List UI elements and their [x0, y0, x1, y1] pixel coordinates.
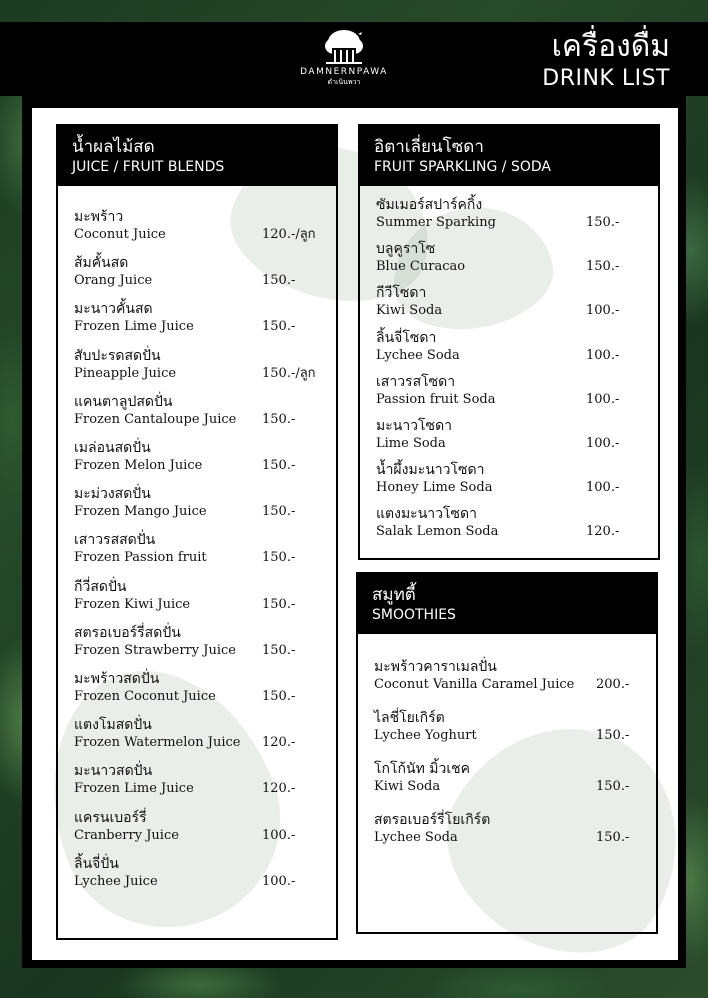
juice-section — [56, 124, 338, 940]
menu-item — [74, 347, 328, 389]
item-name: Frozen Lime Juice — [74, 319, 194, 335]
menu-item — [74, 485, 328, 527]
tree-house-icon — [322, 28, 366, 66]
item-name: Cranberry Juice — [74, 827, 179, 843]
item-name-thai: กีวีโซดา — [376, 285, 427, 302]
item-price: 150.-/ลูก — [262, 365, 316, 381]
brand-logo — [296, 28, 392, 92]
item-name: Honey Lime Soda — [376, 480, 493, 496]
item-name: Frozen Lime Juice — [74, 781, 194, 797]
item-name: Coconut Vanilla Caramel Juice — [374, 677, 575, 692]
item-price: 150.- — [262, 689, 296, 704]
menu-item — [374, 658, 648, 700]
menu-item — [74, 762, 328, 804]
item-name-thai: แคนตาลูปสดปั่น — [74, 393, 173, 410]
menu-item — [74, 624, 328, 666]
item-name-thai: ส้มคั้นสด — [74, 255, 129, 272]
item-name-thai: ลิ้นจี่โซดา — [376, 329, 437, 346]
item-price: 200.- — [596, 677, 630, 692]
item-name-thai: แครนเบอร์รี่ — [74, 809, 147, 826]
item-price: 120.- — [586, 524, 620, 540]
item-price: 150.- — [262, 411, 296, 427]
item-name-thai: กีวี่สดปั่น — [74, 578, 127, 595]
section-title: FRUIT SPARKLING / SODA — [374, 159, 551, 175]
menu-item — [74, 439, 328, 481]
menu-sheet — [32, 108, 678, 960]
menu-item — [74, 578, 328, 620]
juice-section-header — [56, 124, 338, 186]
item-name: Orang Juice — [74, 273, 153, 289]
header-bar — [0, 22, 708, 96]
item-name-thai: มะพร้าว — [74, 209, 124, 225]
item-price: 100.- — [586, 480, 620, 496]
item-name-thai: มะนาวโซดา — [376, 418, 453, 434]
item-price: 100.- — [262, 827, 296, 843]
item-name: Lychee Soda — [374, 830, 458, 845]
item-name: Passion fruit Soda — [376, 391, 496, 407]
item-name-thai: มะนาวสดปั่น — [74, 763, 153, 780]
menu-item — [74, 716, 328, 758]
menu-item — [74, 208, 328, 250]
item-name: Frozen Kiwi Juice — [74, 596, 191, 612]
item-name: Summer Sparking — [376, 215, 496, 230]
menu-item — [376, 417, 650, 459]
section-title: SMOOTHIES — [372, 607, 456, 623]
section-title: JUICE / FRUIT BLENDS — [72, 159, 225, 175]
section-title-thai: น้ำผลไม้สด — [72, 137, 155, 157]
item-price: 100.- — [586, 391, 620, 407]
soda-section — [358, 124, 660, 560]
item-price: 150.- — [262, 319, 296, 335]
item-name: Salak Lemon Soda — [376, 524, 499, 540]
menu-item — [74, 809, 328, 851]
item-name: Lychee Yoghurt — [374, 728, 477, 743]
item-price: 150.- — [596, 779, 630, 794]
smoothies-section-header — [356, 572, 658, 634]
item-name-thai: มะม่วงสดปั่น — [74, 486, 151, 503]
item-price: 150.- — [262, 642, 296, 658]
menu-item — [74, 855, 328, 897]
item-name-thai: โกโก้นัท มิ้วเชค — [374, 761, 470, 777]
menu-item — [74, 531, 328, 573]
item-price: 150.- — [262, 596, 296, 612]
menu-item — [376, 505, 650, 547]
menu-item — [374, 760, 648, 802]
item-name-thai: น้ำผึ้งมะนาวโซดา — [376, 462, 485, 479]
item-name: Frozen Melon Juice — [74, 458, 203, 473]
menu-item — [376, 373, 650, 415]
item-name: Frozen Strawberry Juice — [74, 642, 236, 658]
smoothies-section — [356, 572, 658, 934]
item-name-thai: มะนาวคั้นสด — [74, 301, 153, 318]
item-name: Blue Curacao — [376, 259, 466, 275]
item-name-thai: แตงมะนาวโซดา — [376, 506, 477, 523]
brand-name: DAMNERNPAWA — [300, 67, 388, 77]
item-price: 150.- — [586, 259, 620, 275]
section-title-thai: สมูทตี้ — [372, 585, 416, 605]
item-name-thai: เมล่อนสดปั่น — [74, 440, 151, 456]
item-price: 120.-/ลูก — [262, 227, 316, 242]
soda-section-header — [358, 124, 660, 186]
menu-item — [376, 240, 650, 282]
page-title: DRINK LIST — [542, 66, 670, 91]
item-price: 150.- — [262, 458, 296, 473]
item-name-thai: แตงโมสดปั่น — [74, 717, 152, 734]
item-price: 100.- — [586, 303, 620, 319]
item-price: 150.- — [596, 830, 630, 845]
item-name: Lychee Juice — [74, 873, 158, 889]
section-title-thai: อิตาเลี่ยนโซดา — [374, 137, 484, 157]
page-title-thai: เครื่องดื่ม — [551, 29, 670, 64]
item-price: 150.- — [596, 728, 630, 743]
item-name-thai: บลูคูราโซ — [376, 241, 436, 258]
menu-item — [376, 461, 650, 503]
menu-item — [74, 300, 328, 342]
item-name: Lychee Soda — [376, 347, 460, 363]
item-name-thai: มะพร้าวสดปั่น — [74, 671, 160, 687]
item-name-thai: เสาวรสสดปั่น — [74, 532, 156, 549]
item-name-thai: สับปะรดสดปั่น — [74, 347, 161, 364]
item-name: Frozen Cantaloupe Juice — [74, 411, 237, 427]
item-name-thai: สตรอเบอร์รี่สดปั่น — [74, 624, 181, 641]
menu-item — [376, 329, 650, 371]
item-name-thai: เสาวรสโซดา — [376, 373, 456, 390]
item-name: Frozen Mango Juice — [74, 504, 207, 520]
item-price: 100.- — [586, 436, 620, 451]
menu-item — [376, 284, 650, 326]
item-name: Frozen Coconut Juice — [74, 689, 216, 704]
menu-item — [74, 670, 328, 712]
item-price: 120.- — [262, 735, 296, 751]
menu-item — [376, 196, 650, 238]
item-name: Pineapple Juice — [74, 365, 177, 381]
item-name-thai: สตรอเบอร์รี่โยเกิร์ต — [374, 812, 491, 828]
item-name: Lime Soda — [376, 436, 446, 451]
item-price: 100.- — [586, 347, 620, 363]
item-price: 150.- — [262, 273, 296, 289]
item-price: 100.- — [262, 873, 296, 889]
item-price: 150.- — [586, 215, 620, 230]
item-price: 120.- — [262, 781, 296, 797]
item-name: Frozen Passion fruit — [74, 550, 207, 566]
item-price: 150.- — [262, 504, 296, 520]
item-name-thai: ไลชี่โยเกิร์ต — [374, 710, 445, 726]
item-name: Kiwi Soda — [374, 779, 441, 794]
item-name-thai: ซัมเมอร์สปาร์คกิ้ง — [376, 197, 483, 213]
item-name-thai: มะพร้าวคาราเมลปั่น — [374, 659, 497, 675]
menu-item — [74, 393, 328, 435]
menu-item — [374, 811, 648, 853]
menu-item — [74, 254, 328, 296]
menu-item — [374, 709, 648, 751]
item-name: Frozen Watermelon Juice — [74, 735, 241, 751]
item-name-thai: ลิ้นจี่ปั่น — [74, 855, 119, 872]
item-name: Coconut Juice — [74, 227, 166, 242]
item-name: Kiwi Soda — [376, 303, 443, 319]
brand-name-thai: ดำเนินพวา — [327, 78, 361, 86]
item-price: 150.- — [262, 550, 296, 566]
